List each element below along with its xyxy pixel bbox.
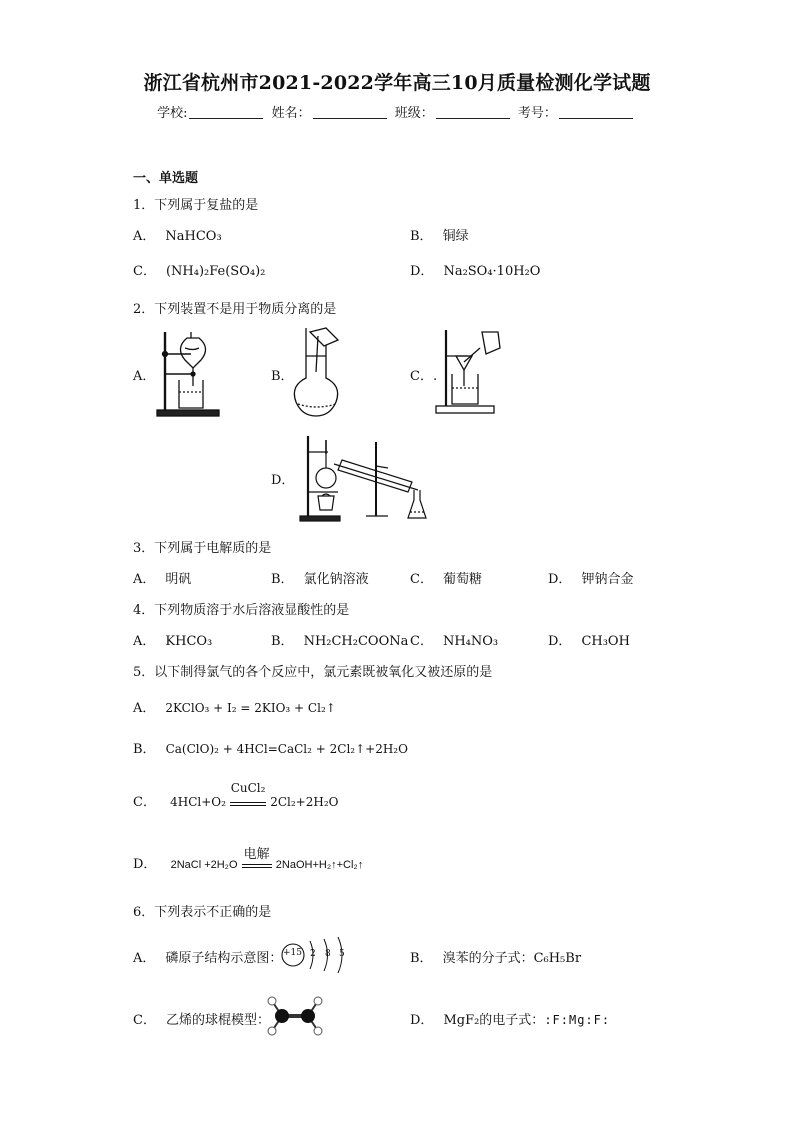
option-label: A．	[133, 951, 156, 966]
equation: 2KClO₃ + I₂ = 2KIO₃ + Cl₂↑	[165, 701, 336, 715]
option-text: (NH₄)₂Fe(SO₄)₂	[165, 264, 266, 279]
question-4-stem: 4．下列物质溶于水后溶液显酸性的是	[133, 603, 350, 618]
reaction-arrow	[242, 847, 272, 868]
option-text: MgF₂的电子式：	[443, 1013, 545, 1028]
name-blank	[313, 106, 387, 119]
equation-right: 2Cl₂+2H₂O	[270, 795, 339, 809]
q6-option-c[interactable]	[133, 1009, 270, 1028]
equals-sign	[242, 864, 272, 868]
exam-number-label: 考号：	[517, 106, 557, 121]
nucleus-charge: +15	[283, 948, 302, 958]
q1-option-d[interactable]	[410, 260, 540, 279]
exam-number-blank	[559, 106, 633, 119]
option-label: C．	[410, 572, 433, 587]
q3-option-a[interactable]	[133, 568, 191, 587]
school-blank	[189, 106, 263, 119]
option-label: C．	[133, 264, 156, 279]
q1-option-c[interactable]	[133, 260, 265, 279]
section-heading: 一、单选题	[133, 171, 199, 186]
option-text: 溴苯的分子式：C₆H₅Br	[442, 951, 582, 966]
q6-option-b[interactable]	[410, 947, 581, 966]
student-info-line	[0, 102, 794, 121]
question-6-stem: 6．下列表示不正确的是	[133, 905, 272, 920]
equation: Ca(ClO)₂ + 4HCl=CaCl₂ + 2Cl₂↑+2H₂O	[165, 742, 408, 756]
reaction-condition: CuCl₂	[230, 781, 266, 795]
class-label: 班级：	[394, 106, 434, 121]
q6-option-a[interactable]	[133, 947, 282, 966]
shell-3-count: 5	[339, 949, 345, 959]
ethylene-ball-stick-model-icon	[264, 993, 326, 1039]
equation-right: 2NaOH+H₂↑+Cl₂↑	[275, 859, 364, 871]
reaction-condition: 电解	[243, 847, 270, 862]
q5-option-b[interactable]	[133, 738, 408, 757]
option-text: NaHCO₃	[165, 229, 222, 244]
shell-2-count: 8	[325, 949, 331, 959]
q4-option-d[interactable]	[548, 630, 630, 649]
option-label: B．	[410, 229, 433, 244]
option-label: C．	[410, 634, 433, 649]
phosphorus-atom-diagram	[280, 933, 350, 977]
option-text: Na₂SO₄·10H₂O	[443, 264, 541, 279]
q2-option-d[interactable]	[271, 469, 294, 488]
electron-formula: :F:Mg:F:	[544, 1013, 611, 1027]
option-text: CH₃OH	[581, 634, 630, 649]
equation-left: 2NaCl +2H₂O	[170, 859, 238, 871]
q6-option-d[interactable]	[410, 1009, 610, 1028]
option-text: 氯化钠溶液	[303, 572, 369, 587]
q4-option-c[interactable]	[410, 630, 498, 649]
option-text: NH₂CH₂COONa	[303, 634, 409, 649]
volumetric-flask-icon	[290, 326, 346, 418]
option-label: D．	[410, 1013, 434, 1028]
question-3-stem: 3．下列属于电解质的是	[133, 541, 272, 556]
option-label: A．	[133, 701, 156, 716]
option-text: 乙烯的球棍模型：	[165, 1013, 270, 1028]
option-label: B．	[271, 369, 294, 384]
q2-option-a[interactable]	[133, 365, 155, 384]
question-2-stem: 2．下列装置不是用于物质分离的是	[133, 302, 337, 317]
option-label: C．	[133, 795, 156, 810]
option-text: 磷原子结构示意图：	[165, 951, 283, 966]
separatory-funnel-icon	[155, 326, 225, 418]
q3-option-c[interactable]	[410, 568, 482, 587]
question-5-stem: 5．以下制得氯气的各个反应中，氯元素既被氧化又被还原的是	[133, 665, 493, 680]
option-label: D．	[410, 264, 434, 279]
q3-option-b[interactable]	[271, 568, 369, 587]
option-label: D．	[548, 634, 572, 649]
option-label: C．	[410, 369, 433, 384]
distillation-icon	[298, 430, 440, 526]
equals-sign	[230, 802, 266, 806]
q5-option-a[interactable]	[133, 697, 336, 716]
option-text: .	[432, 369, 438, 384]
q1-option-a[interactable]	[133, 225, 222, 244]
option-label: B．	[410, 951, 433, 966]
option-text: NH₄NO₃	[442, 634, 499, 649]
option-text: 葡萄糖	[442, 572, 482, 587]
option-label: D．	[271, 473, 295, 488]
option-label: D．	[548, 572, 572, 587]
q4-option-b[interactable]	[271, 630, 408, 649]
q1-option-b[interactable]	[410, 225, 469, 244]
filtration-icon	[432, 326, 508, 418]
shell-1-count: 2	[310, 949, 316, 959]
q3-option-d[interactable]	[548, 568, 633, 587]
option-text: 钾钠合金	[581, 572, 634, 587]
option-text: 明矾	[165, 572, 192, 587]
option-text: 铜绿	[442, 229, 469, 244]
page-title: 浙江省杭州市2021-2022学年高三10月质量检测化学试题	[143, 72, 651, 94]
option-label: A．	[133, 229, 156, 244]
option-text: KHCO₃	[165, 634, 213, 649]
name-label: 姓名：	[271, 106, 311, 121]
q5-option-c[interactable]	[133, 781, 339, 810]
equation-left: 4HCl+O₂	[170, 795, 226, 809]
question-1-stem: 1．下列属于复盐的是	[133, 198, 259, 213]
school-label: 学校:	[157, 106, 188, 121]
q4-option-a[interactable]	[133, 630, 212, 649]
option-label: B．	[271, 634, 294, 649]
option-label: B．	[271, 572, 294, 587]
option-label: C．	[133, 1013, 156, 1028]
q5-option-d[interactable]	[133, 847, 364, 872]
class-blank	[436, 106, 510, 119]
option-label: B．	[133, 742, 156, 757]
option-label: A．	[133, 634, 156, 649]
option-label: D．	[133, 857, 157, 872]
option-label: A．	[133, 572, 156, 587]
option-label: A．	[133, 369, 156, 384]
reaction-arrow	[230, 781, 266, 806]
